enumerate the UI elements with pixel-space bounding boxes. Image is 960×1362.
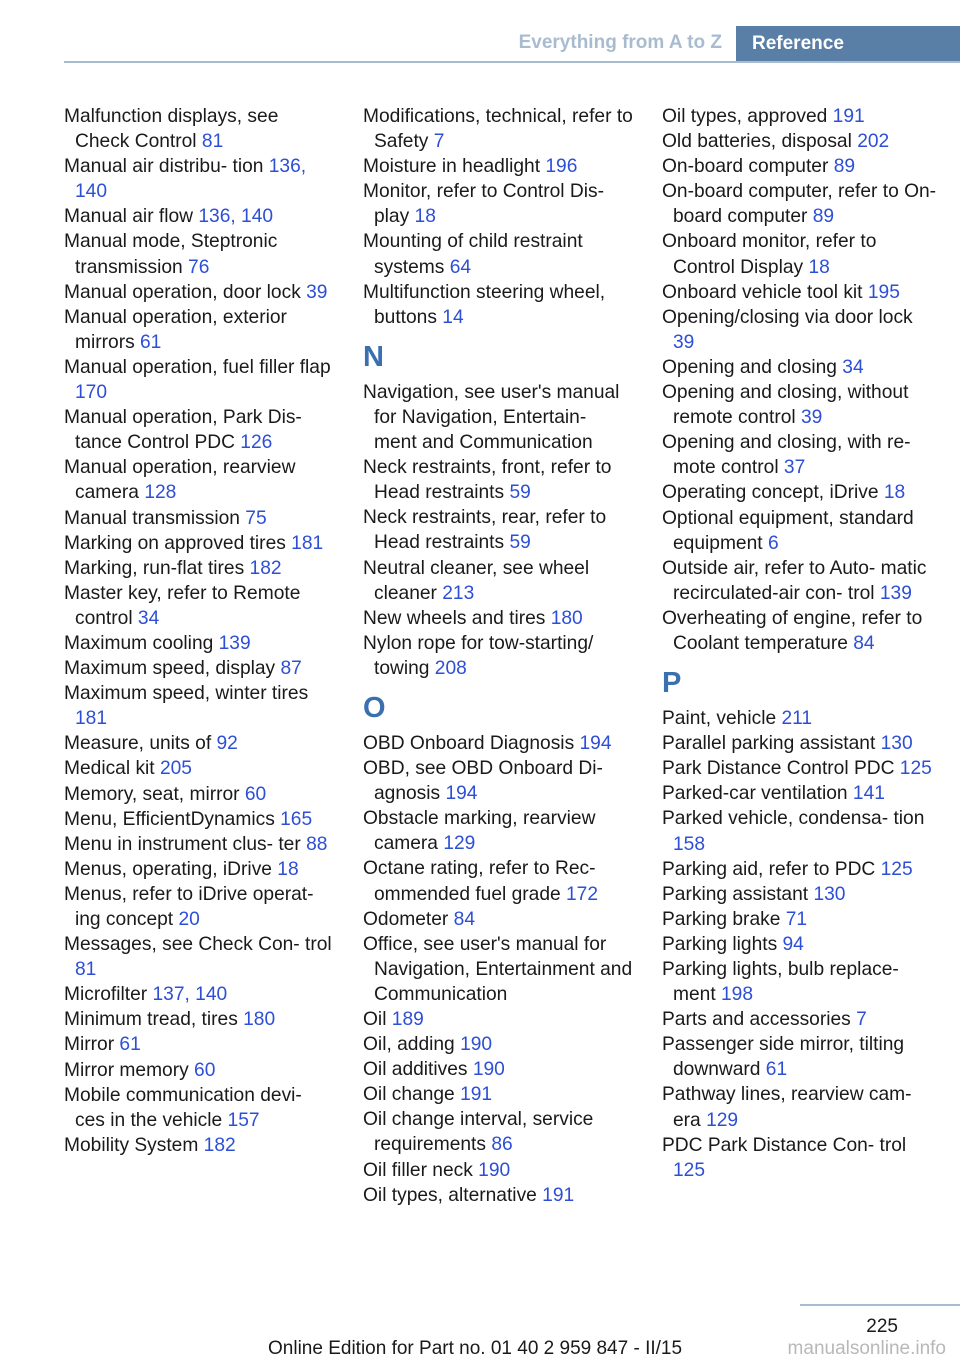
entry-term: Mobile communication devi‐ ces in the vehicle <box>64 1084 302 1131</box>
page-reference-link[interactable]: 208 <box>434 657 467 679</box>
entry-term: PDC Park Distance Con‐ trol <box>662 1134 907 1156</box>
entry-term: Parking assistant <box>662 883 814 905</box>
index-entry <box>662 606 937 656</box>
index-column-1 <box>64 104 334 1158</box>
page-reference-link[interactable]: 61 <box>119 1034 141 1056</box>
entry-term: Onboard monitor, refer to Control Display <box>662 231 877 278</box>
index-entry <box>64 204 334 229</box>
index-entry <box>662 280 937 305</box>
index-entry <box>662 355 937 380</box>
page-reference-link[interactable]: 194 <box>445 783 478 805</box>
page-reference-link[interactable]: 39 <box>800 407 823 429</box>
index-entry <box>662 781 937 806</box>
entry-term: Parking lights, bulb replace‐ ment <box>662 959 899 1006</box>
reference-tab: Reference <box>736 26 960 61</box>
index-entry <box>363 606 633 631</box>
entry-term: Modifications, technical, refer to Safety <box>363 106 633 153</box>
entry-term: Maximum cooling <box>64 632 219 654</box>
page-number: 225 <box>866 1316 898 1337</box>
entry-term: Manual operation, rearview camera <box>64 457 296 504</box>
entry-term: Measure, units of <box>64 733 217 755</box>
page-reference-link[interactable]: 126 <box>240 432 273 454</box>
entry-term: Opening and closing <box>662 356 843 378</box>
index-entry <box>662 480 937 505</box>
entry-term: Opening and closing, with re‐ mote control <box>662 432 911 479</box>
entry-term: OBD, see OBD Onboard Di‐ agnosis <box>363 758 603 805</box>
entry-term: Oil change interval, service requirements <box>363 1109 594 1156</box>
index-entry <box>662 556 937 606</box>
entry-term: Master key, refer to Remote control <box>64 582 301 629</box>
index-entry <box>363 1007 633 1032</box>
page-reference-link[interactable]: 89 <box>833 156 856 178</box>
entry-term: Mirror memory <box>64 1059 195 1081</box>
entry-term: Parked-car ventilation <box>662 783 853 805</box>
page-reference-link[interactable]: 7 <box>433 131 445 153</box>
page-reference-link[interactable]: 59 <box>509 532 531 554</box>
entry-term: Oil <box>363 1009 392 1030</box>
index-entry <box>363 104 633 154</box>
index-entry <box>363 505 633 555</box>
page-reference-link[interactable]: 18 <box>883 482 906 504</box>
page-reference-link[interactable]: 157 <box>227 1109 260 1131</box>
page-reference-link[interactable]: 125 <box>673 1159 706 1181</box>
entry-term: Mounting of child restraint systems <box>363 231 583 278</box>
page-reference-link[interactable]: 194 <box>579 732 612 754</box>
index-entry <box>662 1133 937 1183</box>
index-column-2 <box>363 104 633 1208</box>
index-entry <box>662 806 937 856</box>
index-entry <box>64 280 334 305</box>
index-entry <box>64 531 334 556</box>
page-reference-link[interactable]: 86 <box>491 1134 513 1156</box>
page-reference-link[interactable]: 191 <box>542 1184 575 1206</box>
entry-term: Manual air flow <box>64 206 199 228</box>
entry-term: Menu, EfficientDynamics <box>64 808 281 830</box>
index-entry <box>662 957 937 1007</box>
page-reference-link[interactable]: 211 <box>781 708 813 730</box>
entry-term: Multifunction steering wheel, buttons <box>363 281 606 328</box>
index-entry <box>662 129 937 154</box>
page-reference-link[interactable]: 59 <box>509 482 531 504</box>
page-reference-link[interactable]: 81 <box>75 959 97 981</box>
entry-term: Outside air, refer to Auto‐ matic recirculated-air con‐ trol <box>662 557 927 604</box>
entry-term: New wheels and tires <box>363 607 551 629</box>
index-column-3 <box>662 104 937 1183</box>
index-entry <box>64 556 334 581</box>
entry-term: Parking lights <box>662 933 783 955</box>
entry-term: Manual mode, Steptronic transmission <box>64 231 278 278</box>
entry-term: Office, see user's manual for Navigation, Entertainment and Communication <box>363 933 633 1005</box>
page-reference-link[interactable]: 136, 140 <box>198 206 274 228</box>
page-reference-link[interactable]: 20 <box>178 909 200 930</box>
page-reference-link[interactable]: 180 <box>243 1009 276 1031</box>
page-reference-link[interactable]: 18 <box>414 206 436 228</box>
index-entry <box>662 1007 937 1032</box>
index-entry <box>64 581 334 631</box>
index-entry <box>363 932 633 1007</box>
entry-term: Messages, see Check Con‐ trol <box>64 934 332 956</box>
index-entry <box>64 154 334 204</box>
page-reference-link[interactable]: 170 <box>75 382 108 404</box>
page-reference-link[interactable]: 61 <box>140 331 162 353</box>
index-entry <box>363 856 633 906</box>
page-reference-link[interactable]: 198 <box>721 984 754 1006</box>
index-entry <box>363 907 633 932</box>
entry-term: Maximum speed, display <box>64 658 281 680</box>
entry-term: Memory, seat, mirror <box>64 783 245 805</box>
index-entry <box>662 154 937 179</box>
index-entry <box>662 380 937 430</box>
index-entry <box>363 1107 633 1157</box>
watermark: manualsonline.info <box>787 1338 946 1359</box>
entry-term: Pathway lines, rearview cam‐ era <box>662 1084 912 1131</box>
page-reference-link[interactable]: 191 <box>460 1084 493 1106</box>
entry-term: Oil filler neck <box>363 1159 479 1181</box>
index-entry <box>64 857 334 882</box>
index-entry <box>64 1083 334 1133</box>
index-entry <box>363 280 633 330</box>
index-entry <box>64 455 334 505</box>
index-entry <box>363 229 633 279</box>
page-reference-link[interactable]: 141 <box>852 783 885 805</box>
entry-term: Operating concept, iDrive <box>662 482 884 504</box>
entry-term: Park Distance Control PDC <box>662 758 900 780</box>
entry-term: Parking aid, refer to PDC <box>662 858 881 880</box>
index-entry <box>662 229 937 279</box>
index-entry <box>662 882 937 907</box>
page-reference-link[interactable]: 84 <box>453 908 475 930</box>
page-reference-link[interactable]: 158 <box>673 833 706 855</box>
index-entry <box>363 756 633 806</box>
index-entry <box>64 405 334 455</box>
page-reference-link[interactable]: 6 <box>767 532 779 554</box>
page-reference-link[interactable]: 18 <box>277 858 299 880</box>
index-entry <box>363 179 633 229</box>
page-reference-link[interactable]: 88 <box>306 833 328 855</box>
index-entry <box>64 681 334 731</box>
page-reference-link[interactable]: 129 <box>706 1109 739 1131</box>
page-reference-link[interactable]: 128 <box>144 482 177 504</box>
index-entry <box>363 1183 633 1208</box>
entry-term: Oil types, alternative <box>363 1184 543 1206</box>
entry-term: Neck restraints, front, refer to Head restraints <box>363 457 612 504</box>
index-entry <box>64 882 334 932</box>
page-reference-link[interactable]: 180 <box>550 607 583 629</box>
index-entry <box>64 104 334 154</box>
entry-term: Marking on approved tires <box>64 532 292 554</box>
page-reference-link[interactable]: 84 <box>853 632 875 654</box>
entry-term: Parallel parking assistant <box>662 733 881 755</box>
page-reference-link[interactable]: 89 <box>812 206 835 228</box>
page-reference-link[interactable]: 165 <box>280 808 313 830</box>
entry-term: Moisture in headlight <box>363 156 546 178</box>
entry-term: Parts and accessories <box>662 1009 857 1031</box>
entry-term: Parked vehicle, condensa‐ tion <box>662 808 925 830</box>
page-reference-link[interactable]: 60 <box>194 1059 216 1081</box>
page-reference-link[interactable]: 125 <box>880 858 913 880</box>
edition-note: Online Edition for Part no. 01 40 2 959 847 - II/15 <box>268 1338 683 1359</box>
entry-term: Medical kit <box>64 758 160 780</box>
index-entry <box>662 1032 937 1082</box>
entry-term: Manual operation, exterior mirrors <box>64 306 287 353</box>
index-entry <box>662 104 937 129</box>
page-reference-link[interactable]: 190 <box>472 1059 505 1081</box>
entry-term: Parking brake <box>662 908 786 930</box>
index-entry <box>662 506 937 556</box>
index-entry <box>662 756 937 781</box>
index-entry <box>662 179 937 229</box>
entry-term: Monitor, refer to Control Dis‐ play <box>363 181 604 228</box>
index-entry <box>363 731 633 756</box>
entry-term: Opening and closing, without remote control <box>662 382 909 429</box>
entry-term: Manual operation, door lock <box>64 281 307 303</box>
index-entry <box>64 631 334 656</box>
page-reference-link[interactable]: 94 <box>782 933 804 955</box>
index-entry <box>662 706 937 731</box>
entry-term: Mobility System <box>64 1134 204 1156</box>
entry-term: Overheating of engine, refer to Coolant temperature <box>662 607 923 654</box>
page-reference-link[interactable]: 92 <box>216 733 238 755</box>
page-reference-link[interactable]: 190 <box>478 1159 511 1181</box>
page-reference-link[interactable]: 34 <box>842 356 864 378</box>
page-reference-link[interactable]: 182 <box>249 557 282 579</box>
index-entry <box>662 1082 937 1132</box>
index-entry <box>662 731 937 756</box>
page-header <box>64 26 960 63</box>
index-entry <box>64 1007 334 1032</box>
index-entry <box>363 631 633 681</box>
entry-term: Manual transmission <box>64 507 246 529</box>
page-reference-link[interactable]: 125 <box>899 758 932 780</box>
index-letter-heading: P <box>662 667 682 700</box>
index-entry <box>363 1032 633 1057</box>
entry-term: On-board computer, refer to On-board computer <box>662 181 937 228</box>
entry-term: Oil types, approved <box>662 106 833 127</box>
index-entry <box>363 1082 633 1107</box>
entry-term: Onboard vehicle tool kit <box>662 281 868 303</box>
entry-term: Manual operation, Park Dis‐ tance Control PDC <box>64 407 302 454</box>
entry-term: Oil change <box>363 1084 461 1106</box>
page-reference-link[interactable]: 181 <box>291 532 324 554</box>
page-reference-link[interactable]: 87 <box>280 658 302 680</box>
index-entry <box>64 807 334 832</box>
page-reference-link[interactable]: 137, 140 <box>152 984 228 1006</box>
index-entry <box>64 1133 334 1158</box>
index-entry <box>64 305 334 355</box>
index-entry <box>363 1057 633 1082</box>
page-reference-link[interactable]: 213 <box>442 582 475 604</box>
entry-term: Microfilter <box>64 984 153 1006</box>
page-reference-link[interactable]: 64 <box>449 256 472 278</box>
page-reference-link[interactable]: 7 <box>856 1009 867 1031</box>
entry-term: Octane rating, refer to Rec‐ ommended fuel grade <box>363 858 596 905</box>
entry-term: Oil additives <box>363 1059 473 1081</box>
entry-term: Neck restraints, rear, refer to Head restraints <box>363 507 607 554</box>
footer-rule <box>800 1304 960 1306</box>
page-reference-link[interactable]: 196 <box>545 156 578 178</box>
entry-term: On-board computer <box>662 156 834 178</box>
entry-term: Paint, vehicle <box>662 708 782 730</box>
index-entry <box>662 932 937 957</box>
entry-term: Menus, refer to iDrive operat‐ ing concept <box>64 883 314 930</box>
entry-term: Old batteries, disposal <box>662 131 858 153</box>
index-entry <box>64 355 334 405</box>
page-reference-link[interactable]: 189 <box>391 1009 424 1030</box>
index-entry <box>662 907 937 932</box>
page-reference-link[interactable]: 136, 140 <box>75 156 307 203</box>
entry-term: Malfunction displays, see Check Control <box>64 106 279 153</box>
entry-term: Optional equipment, standard equipment <box>662 507 914 554</box>
entry-term: Manual air distribu‐ tion <box>64 156 269 178</box>
index-entry <box>64 832 334 857</box>
page-reference-link[interactable]: 14 <box>442 306 464 328</box>
page-reference-link[interactable]: 60 <box>244 783 267 805</box>
index-entry <box>363 556 633 606</box>
page-reference-link[interactable]: 181 <box>75 708 108 730</box>
page-reference-link[interactable]: 75 <box>245 507 267 529</box>
index-entry <box>64 982 334 1007</box>
entry-term: Navigation, see user's manual for Navigation, Entertain‐ ment and Communication <box>363 381 620 454</box>
page-reference-link[interactable]: 81 <box>201 131 224 153</box>
entry-term: Maximum speed, winter tires <box>64 683 309 705</box>
index-entry <box>64 782 334 807</box>
page-reference-link[interactable]: 139 <box>879 582 912 604</box>
index-entry <box>662 430 937 480</box>
entry-term: Mirror <box>64 1034 120 1056</box>
page-reference-link[interactable]: 190 <box>460 1034 493 1056</box>
page-reference-link[interactable]: 39 <box>673 331 695 353</box>
index-entry <box>64 1032 334 1057</box>
page-reference-link[interactable]: 130 <box>880 733 913 755</box>
entry-term: Oil, adding <box>363 1034 461 1056</box>
page-reference-link[interactable]: 205 <box>159 758 192 780</box>
entry-term: Menu in instrument clus‐ ter <box>64 833 307 855</box>
page-reference-link[interactable]: 182 <box>203 1134 236 1156</box>
entry-term: Minimum tread, tires <box>64 1009 244 1031</box>
index-entry <box>64 756 334 781</box>
index-entry <box>64 731 334 756</box>
index-entry <box>64 229 334 279</box>
entry-term: OBD Onboard Diagnosis <box>363 732 580 754</box>
index-letter-heading: O <box>363 691 386 724</box>
page-reference-link[interactable]: 18 <box>808 256 830 278</box>
index-entry <box>64 656 334 681</box>
entry-term: Menus, operating, iDrive <box>64 858 278 880</box>
page-reference-link[interactable]: 61 <box>765 1059 788 1081</box>
entry-term: Marking, run-flat tires <box>64 557 250 579</box>
entry-term: Obstacle marking, rearview camera <box>363 808 596 855</box>
page-reference-link[interactable]: 130 <box>813 883 846 905</box>
entry-term: Neutral cleaner, see wheel cleaner <box>363 557 590 604</box>
index-entry <box>363 154 633 179</box>
page-reference-link[interactable]: 202 <box>857 131 890 153</box>
index-entry <box>64 506 334 531</box>
entry-term: Manual operation, fuel filler flap <box>64 356 331 378</box>
page-reference-link[interactable]: 139 <box>218 632 251 654</box>
page-reference-link[interactable]: 39 <box>306 281 328 303</box>
page-reference-link[interactable]: 195 <box>867 281 900 303</box>
index-entry <box>363 380 633 455</box>
index-entry <box>64 932 334 982</box>
page-reference-link[interactable]: 37 <box>783 457 806 479</box>
index-letter-heading: N <box>363 340 384 373</box>
page-reference-link[interactable]: 191 <box>832 106 865 127</box>
page-reference-link[interactable]: 71 <box>785 908 808 930</box>
entry-term: Nylon rope for tow-starting/ towing <box>363 632 594 679</box>
entry-term: Odometer <box>363 908 454 930</box>
page-reference-link[interactable]: 172 <box>566 883 599 905</box>
index-entry <box>363 455 633 505</box>
index-entry <box>363 1158 633 1183</box>
index-entry <box>363 806 633 856</box>
index-entry <box>662 857 937 882</box>
page-reference-link[interactable]: 76 <box>188 256 210 278</box>
entry-term: Opening/closing via door lock <box>662 306 913 328</box>
entry-term: Passenger side mirror, tilting downward <box>662 1034 905 1081</box>
page-reference-link[interactable]: 34 <box>137 607 160 629</box>
index-entry <box>662 305 937 355</box>
section-title: Everything from A to Z <box>518 32 722 53</box>
index-entry <box>64 1058 334 1083</box>
page-reference-link[interactable]: 129 <box>443 833 476 855</box>
